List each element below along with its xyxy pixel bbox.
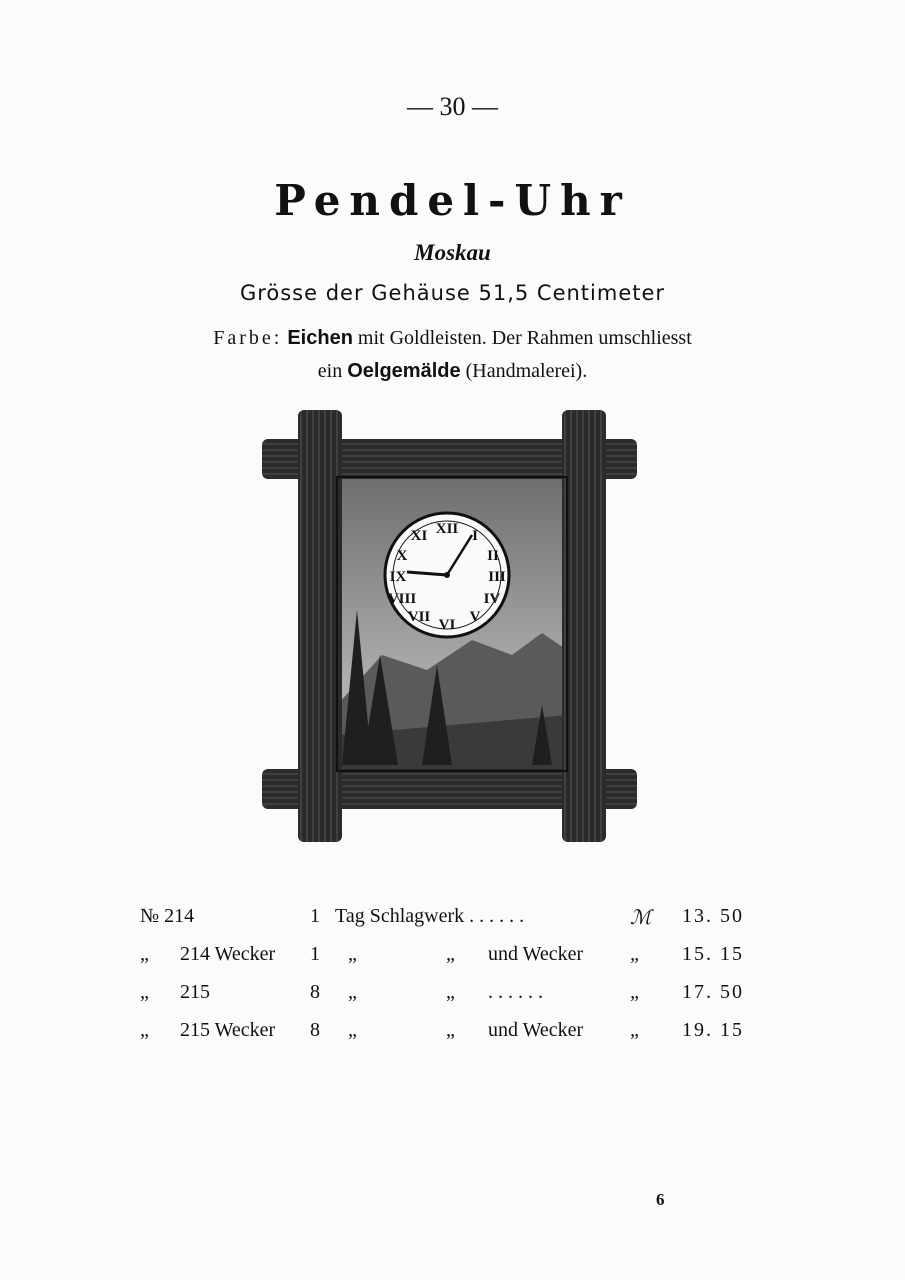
svg-text:II: II [487,548,499,564]
price-cell-days: 1 [310,943,320,965]
price-cell-no: „ [140,981,149,1003]
case-size: Grösse der Gehäuse 51,5 Centimeter [239,281,666,305]
svg-text:VI: VI [438,617,456,633]
description-line-2 [0,355,905,388]
svg-text:XI: XI [410,528,428,544]
price-cell-days: 1 [310,905,320,927]
price-cell-ditto1: „ [348,981,357,1003]
price-row [140,943,760,981]
color-label: Farbe: [213,327,283,349]
price-cell-no: „ [140,1019,149,1041]
svg-text:VII: VII [407,609,431,625]
svg-text:VIII: VIII [387,591,417,607]
description-text-1: mit Goldleisten. Der Rahmen umschliesst [357,327,692,349]
price-table [140,905,760,1057]
price-cell-ditto2: „ [446,943,455,965]
price-cell-price: 17. 50 [682,981,744,1003]
price-cell-days: 8 [310,981,320,1003]
price-row [140,981,760,1019]
price-cell-no: „ [140,943,149,965]
pendulum-clock-illustration [262,405,642,849]
page-title: Pendel-Uhr [274,176,631,225]
svg-text:I: I [472,528,478,544]
price-cell-price: 15. 15 [682,943,744,965]
svg-text:III: III [488,569,506,585]
model-name: Moskau [414,240,491,265]
svg-text:X: X [396,548,408,564]
svg-text:V: V [469,609,481,625]
clock-drawing [262,405,642,845]
description-text-2b: (Handmalerei). [465,360,588,382]
price-cell-price: 19. 15 [682,1019,744,1041]
price-cell-num: 215 Wecker [180,1019,276,1041]
price-cell-currency: „ [630,981,642,1003]
price-cell-extra: und Wecker [488,1019,584,1041]
svg-text:IV: IV [483,591,501,607]
color-value: Eichen [287,327,353,349]
description-text-2a: ein [317,360,343,382]
description-line-1 [0,322,905,355]
price-cell-currency: „ [630,1019,642,1041]
svg-text:IX: IX [389,569,407,585]
price-cell-ditto1: „ [348,943,357,965]
svg-text:XII: XII [435,521,459,537]
price-cell-no: № 214 [140,905,195,927]
sheet-number: 6 [656,1190,665,1209]
price-cell-extra: und Wecker [488,943,584,965]
price-cell-num: 214 Wecker [180,943,276,965]
description [0,322,905,388]
page-number: — 30 — [407,92,498,121]
price-cell-extra: . . . . . . [488,981,543,1003]
price-cell-currency: ℳ [630,907,652,929]
price-cell-ditto2: „ [446,981,455,1003]
price-cell-currency: „ [630,943,642,965]
painting-label: Oelgemälde [347,360,461,382]
price-cell-price: 13. 50 [682,905,744,927]
price-cell-num: 215 [180,981,210,1003]
price-cell-ditto1: „ [348,1019,357,1041]
price-cell-days: 8 [310,1019,320,1041]
price-cell-type: Tag Schlagwerk . . . . . . [335,905,525,927]
price-row [140,905,760,943]
price-cell-ditto2: „ [446,1019,455,1041]
price-row [140,1019,760,1057]
